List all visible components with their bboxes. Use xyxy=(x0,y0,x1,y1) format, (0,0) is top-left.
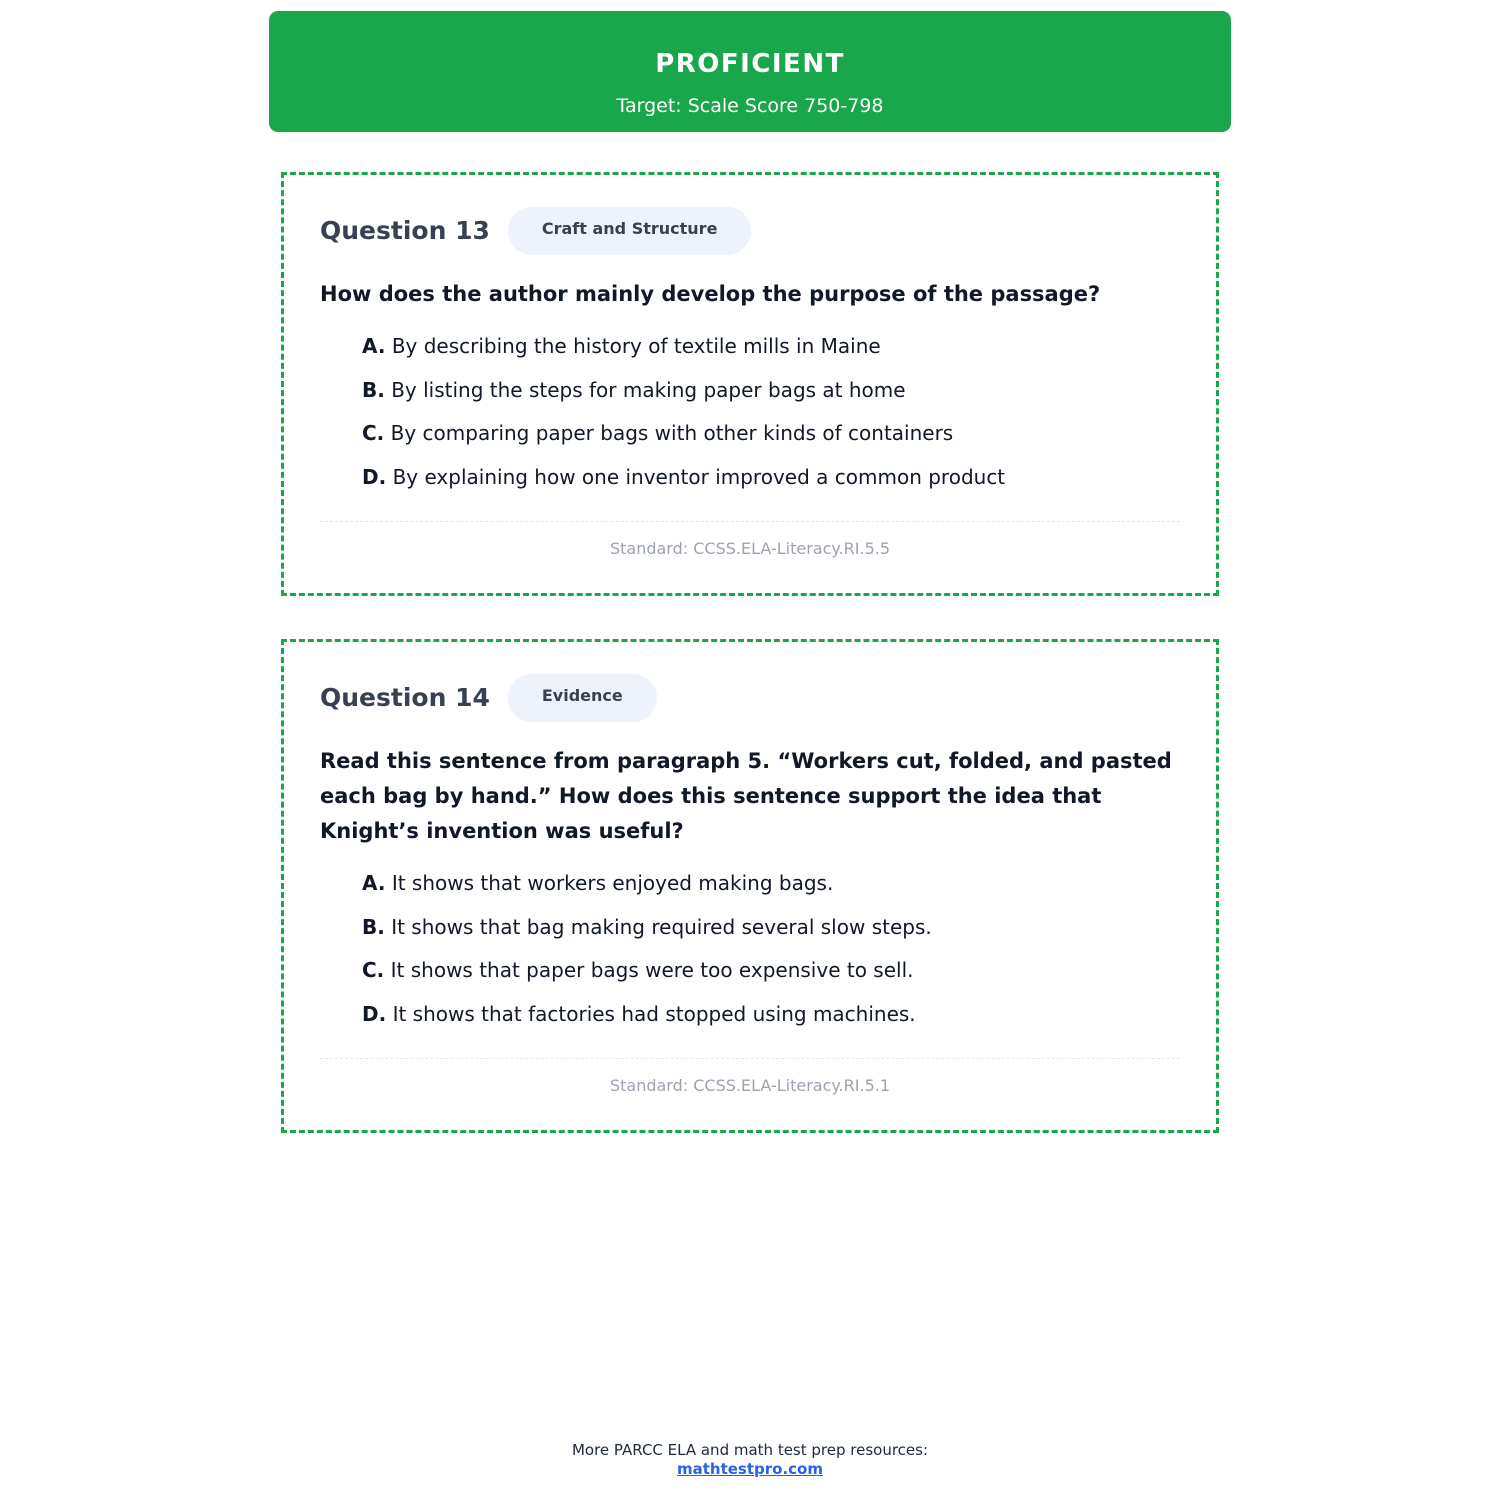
option-text: By explaining how one inventor improved a common product xyxy=(392,464,1006,489)
question-card-14 xyxy=(281,639,1219,1133)
answer-options xyxy=(362,333,1180,507)
option-letter: A. xyxy=(362,871,386,895)
standard-label: Standard: CCSS.ELA-Literacy.RI.5.5 xyxy=(609,539,891,558)
question-header xyxy=(320,207,751,255)
footer xyxy=(0,1441,1500,1479)
option-letter: B. xyxy=(362,377,385,402)
answer-option-b[interactable] xyxy=(362,377,1180,421)
level-banner xyxy=(269,11,1231,132)
footer-text: More PARCC ELA and math test prep resources: xyxy=(571,1441,929,1459)
option-letter: C. xyxy=(362,421,385,445)
option-letter: A. xyxy=(362,334,386,358)
banner-subtitle: Target: Scale Score 750-798 xyxy=(616,95,884,117)
question-title: Question 13 xyxy=(320,216,490,245)
option-letter: B. xyxy=(362,914,385,939)
answer-options xyxy=(362,870,1180,1044)
option-text: It shows that bag making required several slow steps. xyxy=(391,914,932,939)
answer-option-c[interactable] xyxy=(362,957,1180,1001)
option-text: By listing the steps for making paper bags at home xyxy=(391,377,906,402)
option-text: By comparing paper bags with other kinds of containers xyxy=(390,421,954,445)
answer-option-d[interactable] xyxy=(362,1001,1180,1045)
footer-link[interactable]: mathtestpro.com xyxy=(676,1460,823,1478)
divider xyxy=(320,521,1180,522)
option-text: It shows that workers enjoyed making bags. xyxy=(391,871,834,895)
question-prompt: Read this sentence from paragraph 5. “Workers cut, folded, and pasted each bag by hand.” How does this sentence support the idea that Knight’s invention was useful? xyxy=(320,749,1172,843)
option-text: It shows that paper bags were too expensive to sell. xyxy=(390,958,914,982)
divider xyxy=(320,1058,1180,1059)
question-header xyxy=(320,674,657,722)
option-letter: C. xyxy=(362,958,385,982)
option-text: By describing the history of textile mills in Maine xyxy=(391,334,881,358)
option-letter: D. xyxy=(362,464,387,489)
answer-option-d[interactable] xyxy=(362,464,1180,508)
option-text: It shows that factories had stopped using machines. xyxy=(392,1001,916,1026)
answer-option-a[interactable] xyxy=(362,333,1180,377)
answer-option-b[interactable] xyxy=(362,914,1180,958)
question-title: Question 14 xyxy=(320,683,490,712)
option-letter: D. xyxy=(362,1001,387,1026)
question-category-badge: Craft and Structure xyxy=(508,207,752,255)
answer-option-c[interactable] xyxy=(362,420,1180,464)
banner-title: PROFICIENT xyxy=(655,49,845,79)
answer-option-a[interactable] xyxy=(362,870,1180,914)
question-category-badge: Evidence xyxy=(508,674,657,722)
question-card-13 xyxy=(281,172,1219,596)
question-prompt: How does the author mainly develop the purpose of the passage? xyxy=(320,282,1101,306)
standard-label: Standard: CCSS.ELA-Literacy.RI.5.1 xyxy=(609,1076,891,1095)
